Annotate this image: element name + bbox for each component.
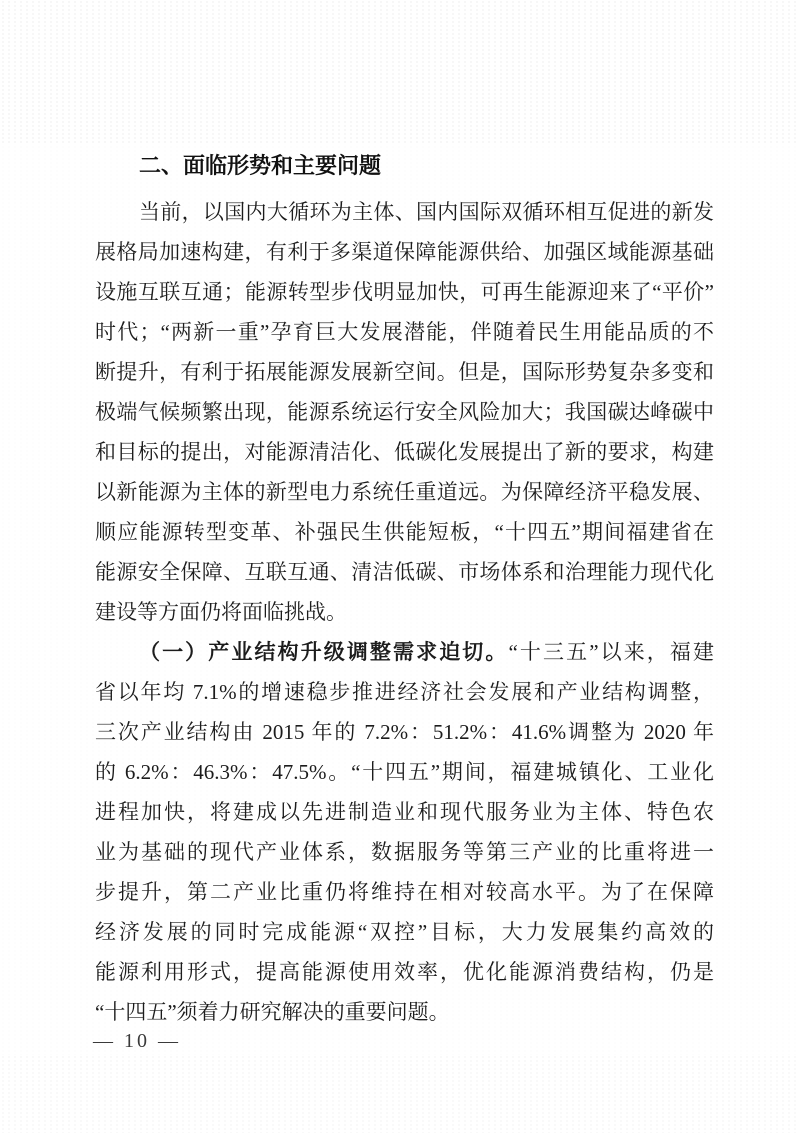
subsection-lead: （一）产业结构升级调整需求迫切。 <box>139 640 509 664</box>
body-line: 当前，以国内大循环为主体、国内国际双循环相互促进的新发 <box>139 200 714 224</box>
body-line: 顺应能源转型变革、补强民生供能短板，“十四五”期间福建省在 <box>95 520 714 544</box>
body-line: 业为基础的现代产业体系，数据服务等第三产业的比重将进一 <box>95 840 714 864</box>
body-line <box>95 632 714 672</box>
scan-noise-bottom <box>0 1055 800 1133</box>
body-line: 进程加快，将建成以先进制造业和现代服务业为主体、特色农 <box>95 800 714 824</box>
page-number: — 10 — <box>93 1030 181 1052</box>
body-line: 步提升，第二产业比重仍将维持在相对较高水平。为了在保障 <box>95 880 714 904</box>
body-line: 设施互联互通；能源转型步伐明显加快，可再生能源迎来了“平价” <box>95 280 714 304</box>
body-line: 能源安全保障、互联互通、清洁低碳、市场体系和治理能力现代化 <box>95 560 714 584</box>
body-line: 建设等方面仍将面临挑战。 <box>95 600 347 624</box>
scan-noise-top <box>0 0 800 145</box>
body-line: 能源利用形式，提高能源使用效率，优化能源消费结构，仍是 <box>95 960 714 984</box>
body-line: 三次产业结构由 2015 年的 7.2%：51.2%：41.6%调整为 2020 年 <box>95 720 714 744</box>
section-heading: 二、面临形势和主要问题 <box>139 153 382 178</box>
document-body <box>95 148 714 1032</box>
paragraph-industry-structure <box>95 632 714 1032</box>
body-line: “十四五”须着力研究解决的重要问题。 <box>95 1000 450 1024</box>
body-line: 省以年均 7.1%的增速稳步推进经济社会发展和产业结构调整， <box>95 680 714 704</box>
body-line: 和目标的提出，对能源清洁化、低碳化发展提出了新的要求，构建 <box>95 440 714 464</box>
body-text: “十三五”以来，福建 <box>508 640 714 664</box>
body-line: 的 6.2%：46.3%：47.5%。“十四五”期间，福建城镇化、工业化 <box>95 760 714 784</box>
body-line: 以新能源为主体的新型电力系统任重道远。为保障经济平稳发展、 <box>95 480 714 504</box>
paragraph-situation <box>95 192 714 632</box>
body-line: 经济发展的同时完成能源“双控”目标，大力发展集约高效的 <box>95 920 714 944</box>
body-line: 时代；“两新一重”孕育巨大发展潜能，伴随着民生用能品质的不 <box>95 320 714 344</box>
body-line: 极端气候频繁出现，能源系统运行安全风险加大；我国碳达峰碳中 <box>95 400 714 424</box>
body-line: 展格局加速构建，有利于多渠道保障能源供给、加强区域能源基础 <box>95 240 714 264</box>
body-line: 断提升，有利于拓展能源发展新空间。但是，国际形势复杂多变和 <box>95 360 714 384</box>
